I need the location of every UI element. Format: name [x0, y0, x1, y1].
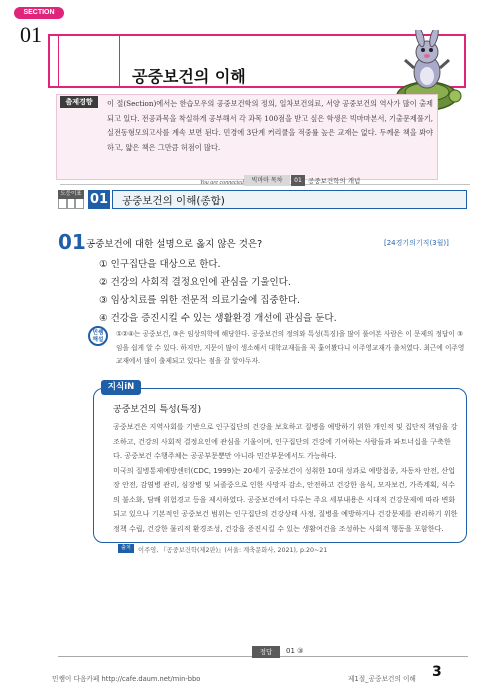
knowledge-paragraph: 미국의 질병통제예방센터(CDC, 1999)는 20세기 공중보건이 성취한 10대 성과로 예방접종, 자동차 안전, 산업장 안전, 감염병 관리, 심장병 및 뇌졸중으로 인한 사망자 감소, 안전하고 건강한 음식, 모자보건, 가족계획, 식수의 불소화, 담배 위험경고 등을 제시하였다. 공중보건에서 다루는 주요 세부내용은 시대적 건강문제에 따라 변화되고 있으나 기본적인 공중보건 범위는 인구집단의 건강상태 사정, 질병을 예방하거나 건강문제를 관리하기 위한 정책 수립, 건강한 물리적 환경조성, 건강을 증진시킬 수 있는 생활여건을 조성하는 사회적 행동을 포함한다.	[113, 465, 458, 533]
connector-text: 공중보건학의 개념	[308, 177, 361, 185]
page-number: 3	[432, 664, 442, 680]
check-label: 도등이표	[58, 190, 84, 199]
option-text: 임상치료를 위한 전문적 의료기술에 집중한다.	[110, 295, 301, 306]
knowledge-body	[113, 420, 458, 536]
option-text: 건강을 증진시킬 수 있는 생활환경 개선에 관심을 둔다.	[110, 313, 337, 324]
option-number: ①	[99, 259, 108, 270]
connector-tagline: You are connected	[200, 180, 244, 186]
check-boxes[interactable]	[58, 199, 84, 209]
option-3	[99, 292, 300, 306]
answer-label: 정답	[252, 646, 280, 658]
option-number: ④	[99, 313, 108, 324]
source-label: 출처	[118, 544, 134, 553]
section-column	[58, 34, 120, 88]
option-4	[99, 310, 337, 324]
connector-label: 빅마마 목차	[244, 175, 290, 186]
knowledge-heading: 공중보건의 특성(특징)	[113, 405, 202, 415]
option-1	[99, 256, 221, 270]
footer-chapter: 제1절_공중보건의 이해	[348, 675, 416, 683]
page-title: 공중보건의 이해	[132, 67, 246, 86]
checkbox[interactable]	[67, 199, 76, 209]
exam-trend-text: 이 절(Section)에서는 한습모우의 공중보건학의 정의, 일차보건의료, 서양 공중보건의 역사가 많이 출제되고 있다. 전공과목을 착실하게 공부해서 각 과목 100점을 받고 싶은 학생은 빅마마본서, 기출문제풀기, 실전동형모의고사를 계속 보면 된다. 민경에 3단계 커리큘을 적중률 높은 교재는 없다. 두께운 책을 봐야 하고, 얇은 책은 그만큼 허점이 많다.	[107, 99, 433, 152]
subsection-number: 01	[89, 192, 109, 207]
option-2	[99, 274, 291, 288]
question-text: 공중보건에 대한 설명으로 옳지 않은 것은?	[86, 239, 263, 250]
answer-value: 01 ③	[286, 647, 304, 655]
option-number: ②	[99, 277, 108, 288]
exam-trend-label: 출제경향	[60, 96, 98, 108]
checkbox[interactable]	[75, 199, 84, 209]
knowledge-paragraph: 공중보건은 지역사회를 기반으로 인구집단의 건강을 보호하고 질병을 예방하기 위한 개인적 및 집단적 책임을 강조하고, 건강의 사회적 결정요인에 관심을 기울이며, 인구집단의 건강에 기여하는 사람들과 파트너십을 구축한다. 공중보건 수행주체는 공공부문뿐만 아니라 민간부문에서도 가능하다.	[113, 422, 458, 460]
question-source-tag: [24경기의기직(3월)]	[384, 239, 449, 247]
checkbox[interactable]	[58, 199, 67, 209]
subsection-title: 공중보건의 이해(종합)	[122, 195, 225, 207]
source-text: 이주영, 『공중보건학(제2판)』(서울: 계축문화사, 2021), p.20~21	[138, 547, 328, 554]
connector-number: 01	[291, 175, 305, 186]
option-number: ③	[99, 295, 108, 306]
option-text: 건강의 사회적 결정요인에 관심을 기울인다.	[110, 277, 291, 288]
knowledge-tab: 지식iN	[101, 380, 141, 395]
section-label: SECTION	[14, 7, 64, 19]
option-text: 인구집단을 대상으로 한다.	[110, 259, 221, 270]
footer-link[interactable]: 민쌤이 다음카페 http://cafe.daum.net/min-bbo	[52, 675, 201, 683]
explanation-text: ①②④는 공중보건, ③은 임상의학에 해당한다. 공중보건의 정의와 특성(특징)을 많이 풀어본 사람은 이 문제의 정답이 ③임을 쉽게 알 수 있다. 하지만, 지문이 많이 생소해서 대학교재들을 꼭 훑어봤다니 이주영교재가 출처였다. 최근에 이주영교재에서 많이 출제되고 있다는 점을 잘 알아두자.	[116, 330, 465, 365]
explanation-badge-icon: 민쌤 해설	[88, 326, 108, 346]
section-number: 01	[20, 22, 42, 47]
question-number: 01	[58, 230, 86, 254]
